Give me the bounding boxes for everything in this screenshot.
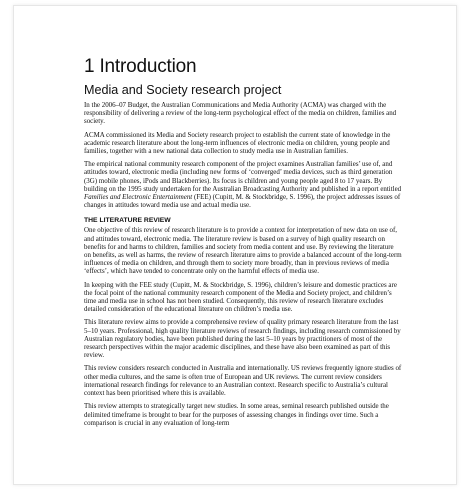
- intro-paragraph-1: In the 2006–07 Budget, the Australian Communications and Media Authority (ACMA) was charged with the responsibility of delivering a review of the long-term psychological effect of the media on children, families and society.: [84, 101, 397, 126]
- review-paragraph-2: In keeping with the FEE study (Cupitt, M. & Stockbridge, S. 1996), children’s leisure and domestic practices are the focal point of the national community research component of the Media and Society project, and children’s time and media use in school has not been studied. Consequently, this review of research literature excludes detailed consideration of the educational literature on children’s media use.: [84, 280, 397, 314]
- document-title: 1 Introduction: [84, 56, 197, 77]
- document-subtitle: Media and Society research project: [84, 83, 282, 97]
- review-paragraph-3: This literature review aims to provide a comprehensive review of quality primary research literature from the last 5–10 years. Professional, high quality literature reviews of research findings, including research commissioned by Australian regulatory bodies, have been published during the last 5–10 years by practitioners of most of the research perspectives within the major academic disciplines, and these have also been examined as part of this review.: [84, 318, 401, 360]
- intro-paragraph-3: The empirical national community research component of the project examines Australian families’ use of, and attitudes toward, electronic media (including new forms of ‘converged’ media devices, such as third generation (3G) mobile phones, iPods and Blackberries). Its focus is children and young people aged 8 to 17 years. By building on the 1995 study undertaken for the Australian Broadcasting Authority and published in a report entitled Families and Electronic Entertainment (FEE) (Cupitt, M. & Stockbridge, S. 1996), the project addresses issues of changes in attitudes toward media use and actual media use.: [84, 160, 402, 210]
- report-title-italic: Families and Electronic Entertainment: [84, 193, 193, 202]
- review-paragraph-4: This review considers research conducted in Australia and internationally. US reviews frequently ignore studies of other media cultures, and the same is often true of European and UK reviews. The current review considers international research findings for relevance to an Australian context. Research specific to Australia’s cultural context has been prioritised where this is available.: [84, 364, 402, 398]
- intro-paragraph-2: ACMA commissioned its Media and Society research project to establish the current state of knowledge in the academic research literature about the long-term influences of electronic media on children, young people and families, together with a new national data collection to study media use in Australian families.: [84, 130, 391, 156]
- document-body: [84, 56, 402, 432]
- review-paragraph-5: This review attempts to strategically target new studies. In some areas, seminal research published outside the delimited timeframe is brought to bear for the purposes of assessing changes in findings over time. Such a comparison is crucial in any evaluation of long-term: [84, 402, 389, 427]
- review-paragraph-1: One objective of this review of research literature is to provide a context for interpretation of new data on use of, and attitudes toward, electronic media. The literature review is based on a survey of high quality research on benefits for and harms to children, families and society from media content and use. By reviewing the literature on benefits, as well as harms, the review of research literature aims to provide a balanced account of the long-term influences of media on children, and through them to society more broadly, than in previous reviews of media ‘effects’, which have tended to concentrate only on the harmful effects of media use.: [84, 226, 402, 276]
- section-heading: THE LITERATURE REVIEW: [84, 217, 171, 225]
- document-page: [13, 5, 457, 485]
